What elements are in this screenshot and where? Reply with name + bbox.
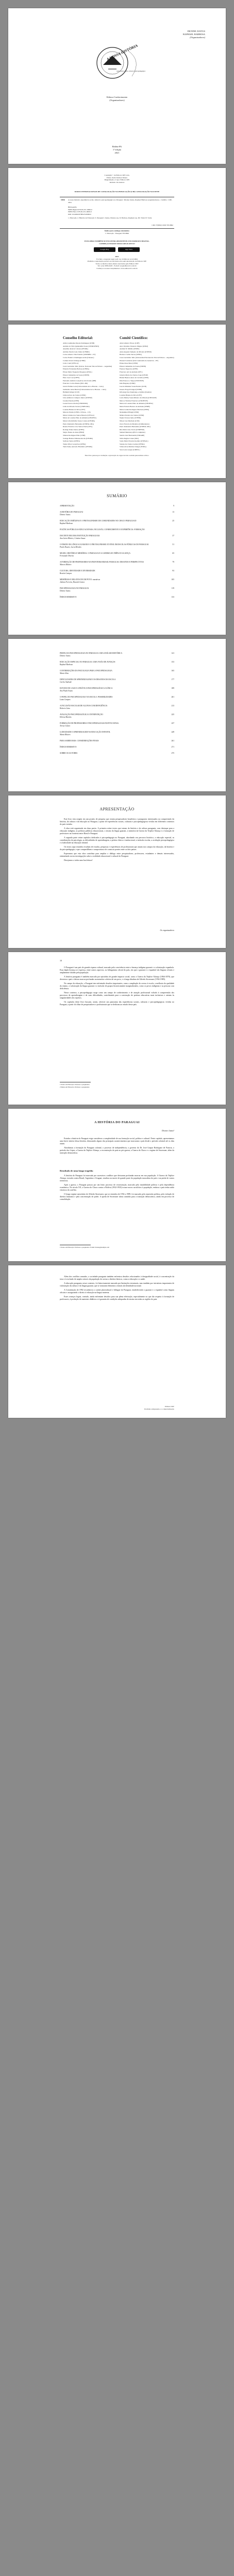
page-presentation <box>8 795 226 948</box>
summary-entry-page: 79 <box>172 561 174 563</box>
paragraph: Além dos conflitos armados, a sociedade paraguaia também enfrentou desafios relacionados à desigualdade social, à concentração da terra e à exclusão de amplos setores da população do acesso a direitos básicos, como a educação e a saúde. <box>60 1276 174 1280</box>
board-member: Diosnel Centurion (Univ Autónoma de Asunción – PY) <box>120 359 159 362</box>
scientific-committee-heading: Comitê Científico: <box>120 336 148 340</box>
footnote: 1 Doutor em Educação. Professor e pesquisador. E-mail: dionne@exemplo.com <box>60 1246 109 1248</box>
board-member: Silvia Regina Canan (URI) <box>120 437 139 439</box>
catalog-card <box>60 197 174 229</box>
catalog-isbn <box>68 206 172 215</box>
board-member: Elione Maria Nogueira Diogenes (UFAL) <box>63 370 92 373</box>
summary-entry-title: AVALIAÇÃO PSICOPEDAGÓGICA E INTERVENÇÃO <box>60 714 103 716</box>
book-logo <box>86 40 152 82</box>
board-member: Jailson Alves dos Santos (UFRJ) <box>63 394 86 396</box>
summary-entry-title: EDUCAÇÃO ESPECIAL NO PARAGUAI: UMA VISÃO DE AVANÇOS <box>60 661 115 663</box>
summary-entry-title: MEMÓRIAS E RELATOS DE UM POVO: narrativas <box>60 579 101 581</box>
board-member: Cesar Gerónimo Tello (Universidad Nacional de Três de Febrero – Argentina) <box>120 356 174 359</box>
summary-entry-page: 237 <box>171 722 174 724</box>
board-member: Eduardo Fernandes Barbosa (UFMG) <box>63 368 90 370</box>
summary-entry-author: Beatriz Campos <box>60 572 72 574</box>
summary-entry[interactable] <box>60 652 174 657</box>
summary-entry[interactable] <box>60 740 174 742</box>
footer-line: Proibida a impressão e a comercialização <box>144 1408 174 1410</box>
summary-entry-author: Dionne Justus <box>60 654 71 657</box>
author-names <box>133 30 205 39</box>
board-member: Gloria Fariñas León (Universidade de La Havana – Cuba) <box>63 385 104 387</box>
paragraph: O longo regime autoritário de Alfredo Stroessner, que se estendeu de 1954 a 1989, foi marcado pela repressão política, pela violação de direitos humanos e pela concentração de poder. A queda de Stroessner abriu caminho para a transição democrática, ainda em processo de consolidação. <box>60 1193 174 1200</box>
board-member: Jussara Fraga Portugal (UNEB) <box>120 388 142 391</box>
rights-line: Todos os direitos desta edição reservados pela Editora CRV <box>95 262 139 265</box>
summary-entry-title: CULTURA, IDENTIDADE E DIVERSIDADE <box>60 570 95 572</box>
summary-entry[interactable] <box>60 520 174 524</box>
paragraph: A história paraguaia é também marcada por episódios de grande impacto social, como a Guerra da Tríplice Aliança (1864-1870), que devastou o país e deixou marcas profundas na memória coletiva de seu povo, e a longa ditadura de Alfredo Stroessner (1954-1989). <box>60 976 174 980</box>
board-member: Andréia N. Militão (UEMS) <box>120 348 140 350</box>
presentation-signature: Os organizadores <box>160 929 174 931</box>
board-member: Marcelo Paixão (UFRJ e UTexas – US) <box>63 411 91 414</box>
summary-entry-author: Marta Ribeiro <box>60 733 71 736</box>
logo-graphic <box>86 40 152 82</box>
page-chapter-1-continued <box>8 1265 226 1418</box>
page-credits <box>8 168 226 320</box>
board-member: Élsio José Corá (UFFS) <box>63 377 80 379</box>
catalog-index <box>60 230 174 234</box>
board-member: Helder Buenos Aires de Carvalho (UFPI) <box>120 377 149 379</box>
summary-entry-title: ÍNDICE REMISSIVO <box>60 746 77 748</box>
summary-entry-title: ESTUDO DE CASO E A PRÁTICA PSICOPEDAGÓGICA CLÍNICA <box>60 687 113 689</box>
summary-entry-author: Carlos Andrade <box>60 681 72 683</box>
board-member: Barbara Coelho Neves (UFBA) <box>120 353 142 356</box>
summary-entry-page: 271 <box>171 746 174 748</box>
author-name: DIONNE JUSTUS <box>187 30 205 32</box>
board-member: Sydione Santos (UEPG) <box>63 440 80 443</box>
summary-entry-page: 165 <box>171 670 174 672</box>
summary-entry[interactable] <box>60 561 174 566</box>
digital-notice-line: CONHEÇA E BAIXE NOSSO APLICATIVO! <box>99 242 135 245</box>
publisher-block <box>86 96 148 102</box>
board-member: Najela Tavares Ujiie (UTFPR) <box>120 417 141 419</box>
summary-entry[interactable] <box>60 579 174 583</box>
credit-line: Revisão: Os Autores <box>109 181 125 183</box>
summary-entry[interactable] <box>60 544 174 548</box>
board-member: Cesar Gerónimo Tello (Univer. Nacional Três de Febrero – Argentina) <box>63 365 112 367</box>
summary-heading: SUMÁRIO <box>107 494 127 498</box>
board-member: Altair Alberto Fávero (UPF) <box>120 342 140 344</box>
board-member: Sérgio Nunes de Jesus (IFRO) <box>63 431 85 434</box>
page-summary-2 <box>8 639 226 791</box>
summary-entry[interactable] <box>60 535 174 539</box>
paragraph: O Paraguai é um país de grande riqueza cultural, marcado pela convivência entre a herança indígena guarani e a colonização espanhola. Essa dupla herança se expressa, entre outros aspectos, no bilinguismo oficial do país, em que o guarani e o espanhol são línguas oficiais e amplamente faladas pela população. <box>60 967 174 974</box>
footer-line: Editora CRV <box>164 1405 174 1408</box>
summary-entry-author: Ana Paula Souza <box>60 689 73 692</box>
summary-entry-author: Raphael Barbosa <box>60 663 73 666</box>
footnote: 2 Mestre em Educação. Professor e pesquisador. <box>60 1086 90 1088</box>
board-member: Suzana dos Santos Gomes (UFMG) <box>120 443 145 445</box>
board-member: Josania Portela (UFPI) <box>63 399 79 402</box>
summary-entry-title: APRESENTAÇÃO <box>60 505 75 507</box>
summary-entry[interactable] <box>60 687 174 692</box>
edition-block <box>86 145 148 155</box>
summary-entry-page: 261 <box>171 740 174 742</box>
summary-entry-page: 119 <box>171 587 174 589</box>
paragraph: A história do Paraguai foi marcada por sucessivos conflitos que deixaram profundas marcas em sua população. A Guerra da Tríplice Aliança, travada contra Brasil, Argentina e Uruguai, resultou na morte de grande parte da população masculina do país e na perda de vastos territórios. <box>60 1175 174 1182</box>
board-member: Maria Cristina dos Santos Bezerra (UFSCar) <box>63 414 94 416</box>
chapter-title: A HISTÓRIA DO PARAGUAI <box>94 1121 140 1124</box>
board-member: Fernando Antônio Gonçalves Alcoforado (IPB) <box>63 379 96 382</box>
board-member: Carlos Alberto Vilar Estêvão (UMINHO – PT) <box>63 353 96 356</box>
summary-entry[interactable] <box>60 570 174 574</box>
board-member: Maria de Lourdes Pinto de Almeida (UNOESC) <box>63 417 97 419</box>
board-member: Carlos Federico Domínguez Avila (Unieuro) <box>63 356 94 359</box>
board-member: Paulo Romualdo Hernandes (UNIFAL-MG) <box>120 426 151 428</box>
rights-line: Conheça os nossos lançamentos: www.editoracrv.com.br <box>96 267 138 269</box>
board-member: Ana Chrystina Venancio Mignot (UERJ) <box>120 345 148 347</box>
board-member: Inês Bragança (UERJ) <box>120 382 136 385</box>
board-member: Nilson José Machado (USP) <box>120 420 140 422</box>
summary-entry[interactable] <box>60 722 174 727</box>
board-member: Mohammed Elhajji (UFRJ) <box>120 411 139 414</box>
summary-entry-page: 275 <box>171 752 174 754</box>
board-member: Francisco Carlos Duarte (PUC-PR) <box>63 382 88 385</box>
summary-entry-author: Dionne Justus <box>60 589 71 592</box>
summary-entry-author: Luiza Campos <box>60 698 71 701</box>
edition-line: Belém-PA <box>112 145 122 148</box>
catalog-subjects: 1. Educação 2. História da Educação 3. Paraguai I. Justus, Dionne org. II. Barbosa, Raphael org. III. Título IV. Série <box>68 217 152 219</box>
summary-entry-author: Dionne Justus <box>60 513 71 516</box>
catalog-title: A nossa história: experiência social, cultural e psicopedagógica no Paraguai / Dionne Justus, Raphael Barbosa (organizadores) – Curitiba : CRV, 2021. <box>68 199 172 204</box>
summary-entry-page: 93 <box>172 570 174 572</box>
summary-entry-author: Juliana Ferreira, Ricardo Gomes <box>60 581 85 583</box>
board-member: Vera Lucia Gaspar (UDESC) <box>120 448 140 451</box>
board-member: Maria Lurdes Rodrigues Maclean (UFPA) <box>120 408 149 411</box>
board-member: João Adalberto Campato Junior (UNESP) <box>63 397 92 399</box>
rights-line: Foi feito o depósito legal conf. Lei 10.994 de 14/12/2004 <box>96 258 138 260</box>
summary-entry-title: A INCLUSÃO ESCOLAR DE ALUNOS COM DEFICIÊNCIA <box>60 705 108 707</box>
summary-entry[interactable] <box>60 552 174 557</box>
summary-entry[interactable] <box>60 705 174 709</box>
page-footer <box>102 1405 174 1410</box>
rights-line: Tel.: (41) 3039-6418 - E-mail: sac@editoracrv.com.br <box>97 265 137 267</box>
peer-review-note: Este livro passou por avaliação e aprovação às cegas de dois ou mais pareceristas ad hoc. <box>85 454 149 456</box>
summary-entry[interactable] <box>60 714 174 718</box>
summary-entry-author: Helena Martins <box>60 716 72 718</box>
summary-entry[interactable] <box>60 596 174 599</box>
paragraph: Estudar a história do Paraguai exige considerar a complexidade de sua formação social, política e cultural. Neste capítulo, apresentamos uma breve síntese dessa história, destacando alguns dos principais acontecimentos que marcaram o país desde o período colonial até os dias atuais. <box>60 1138 174 1145</box>
summary-entry-author: Roberto Lima <box>60 707 70 709</box>
summary-entry-page: 177 <box>171 679 174 681</box>
paragraph: Desejamos a todos uma boa leitura! <box>64 859 93 861</box>
board-member: Anselmo Alencar Colares (UFOPA) <box>63 348 88 350</box>
summary-entry-page: 25 <box>172 520 174 522</box>
summary-entry-page: 153 <box>171 661 174 663</box>
paragraph: A obra está organizada em duas partes. A primeira reúne textos que tratam da história e da cultura paraguaia, com destaque para a educação indígena, as políticas públicas educacionais, o ensino da língua guarani, a memória da Guerra da Tríplice Aliança e a formação de professores na fronteira entre Brasil e Paraguai. <box>60 827 174 835</box>
page-chapter-1 <box>8 1109 226 1261</box>
paragraph: Após a guerra, o Paraguai passou por um lento processo de reconstrução, marcado pela instabilidade política e pela dependência econômica. No século XX, a Guerra do Chaco contra a Bolívia (1932-1935) trouxe novos sacrifícios à população, embora o país tenha saído vitorioso do conflito. <box>60 1184 174 1191</box>
store-badges <box>94 247 140 252</box>
board-member: Eliane Rose Maio (UEM) <box>120 362 138 365</box>
summary-entry-title: PSICOPEDAGOGIA NO PARAGUAI <box>60 587 89 589</box>
catalog-isbn-line: ISBN Digital 978-65-251-0000-0 <box>68 208 92 211</box>
board-member: Antônio Pereira Gaio Júnior (UFRRJ) <box>63 350 90 353</box>
summary-entry[interactable] <box>60 696 174 701</box>
board-member: Fauston Negreiros (UFPI) <box>120 368 138 370</box>
author-role: (Organizadores) <box>190 36 205 39</box>
summary-entry[interactable] <box>60 746 174 749</box>
catalog-index-line: 1. Educação - Paraguai 370.9892 <box>105 232 129 234</box>
summary-entry-page: 9 <box>173 505 174 507</box>
board-member: Gláucia Maria dos Santos Jorge (UFOP) <box>120 374 148 376</box>
summary-entry-title: EDUCAÇÃO INDÍGENA E O PROTAGONISMO DE COMUNIDADES NO CHACO PARAGUAIO <box>60 520 137 522</box>
digital-notice-line: ESTA OBRA TAMBÉM SE ENCONTRA DISPONÍVEL EM FORMATO DIGITAL. <box>84 240 150 242</box>
board-member: Vânia Alves Martins Chaigar (FURG) <box>120 446 146 448</box>
page-number: 10 <box>60 959 62 962</box>
summary-entry-title: A HISTÓRIA DO PARAGUAI <box>60 511 83 513</box>
board-member: Maria de Lourdes Pinto de Almeida (UNOESC) <box>120 402 154 405</box>
chapter-author: Dionne Justus¹ <box>162 1129 174 1132</box>
paragraph: Este livro tem origem em um projeto de pesquisa que reuniu pesquisadores brasileiros e paraguaios interessados na compreensão da história, da cultura e da educação no Paraguai, a partir de experiências sociais, culturais e psicopedagógicas vividas em diferentes contextos do país vizinho. <box>60 818 174 825</box>
summary-entry-page: 133 <box>171 596 174 598</box>
board-member: Helmuth Krüger (UCP) <box>63 391 80 394</box>
summary-entry-title: PERFIL DA PSICOPEDAGOGIA NO PARAGUAI: UMA ANÁLISE HISTÓRICA <box>60 652 123 654</box>
summary-entry-author: Ana Lúcia Ribeiro, Cristina Souza <box>60 537 86 539</box>
board-member: Tania Suely Azevedo Brasileiro (UFOPA) <box>63 446 92 448</box>
summary-entry-page: 201 <box>171 696 174 698</box>
summary-entry[interactable] <box>60 679 174 683</box>
rights-line: Proibida a reprodução parcial ou total desta obra sem autorização da Editora CRV <box>87 260 147 263</box>
credit-line: Diagramação e Capa: Editora CRV <box>104 179 130 181</box>
board-member: Sandro Luiz Bazzanella (UNIARP) <box>120 434 145 436</box>
board-member: Lucia Marisy Souza Ribeiro de Oliveira (UNIVASF) <box>120 397 157 399</box>
board-member: Carmen Tereza Velanga (UNIR) <box>63 359 86 362</box>
catalog-id: N898 <box>61 199 65 201</box>
board-member: Francisco Ari de Andrade (UFC) <box>120 370 143 373</box>
summary-entry-title: A FORMAÇÃO DE PROFESSORES NA FRONTEIRA BRASIL-PARAGUAI: DESAFIOS E PERSPECTIVAS <box>60 561 144 563</box>
board-member: Mônica Pereira dos Santos (UFRJ) <box>120 414 144 416</box>
app-store-badge[interactable]: App Store <box>118 247 140 252</box>
paragraph: Esperamos que esta obra contribua para ampliar o diálogo entre pesquisadores, professores, estudantes e demais interessados, estimulando novas investigações sobre a realidade educacional e cultural do Paraguai. <box>60 853 174 857</box>
board-member: Celso Conti (UFSCar) <box>63 362 79 365</box>
board-member: Maria Eurácia Barreto de Andrade (UFRB) <box>120 405 150 408</box>
catalog-index-heading: Índice para catálogo sistemático <box>105 230 129 232</box>
board-member: Rita Maria Lino Tarcia (UNIFESP) <box>120 428 144 431</box>
summary-entry-author: Fernanda Oliveira <box>60 554 74 557</box>
summary-entry-page: 37 <box>172 535 174 537</box>
board-member: Paulo Romualdo Hernandes (UNIFAL-MG) <box>63 422 94 425</box>
catalog-isbn-line: ISBN Físico 978-65-251-0000-0 <box>68 211 92 213</box>
editorial-board-heading: Conselho Editorial: <box>63 336 93 340</box>
editorial-board-list <box>63 342 116 449</box>
rights-year: 2021 <box>115 256 119 258</box>
summary-entry-page: 141 <box>171 652 174 654</box>
summary-entry-author: Marcos Ribeiro <box>60 563 72 566</box>
paragraph: Esses avanços legais, contudo, ainda enfrentam desafios para sua plena efetivação, especialmente no que diz respeito à formação de professores, à produção de materiais didáticos e à garantia de condições adequadas de ensino em todas as regiões do país. <box>60 1296 174 1300</box>
summary-entry-title: DIFICULDADES DE APRENDIZAGEM E OS DESAFIOS DA ESCOLA <box>60 679 116 681</box>
summary-entry-page: 213 <box>171 705 174 707</box>
summary-entry-author: Raphael Barbosa <box>60 522 73 524</box>
summary-entry-title: POLÍTICAS PÚBLICAS EDUCACIONAIS, INCLUSÃO, CONHECIMENTO E EXPERIÊNCIA: FORMAÇÃO <box>60 529 145 531</box>
summary-entry[interactable] <box>60 529 174 531</box>
summary-entry-page: 189 <box>171 687 174 689</box>
summary-entry[interactable] <box>60 731 174 736</box>
paragraph: Abordamos a formação do Paraguai colonial, o processo de independência, o governo do Dr. José Gaspar Rodríguez de Francia, o período dos López, a Guerra da Tríplice Aliança, a reconstrução do país no pós-guerra, a Guerra do Chaco e o regime de Stroessner, além da transição democrática. <box>60 1147 174 1154</box>
publisher-line: Editora Conhecimento <box>106 96 128 98</box>
board-member: Lourdes Helena da Silva (UFV) <box>120 394 142 396</box>
summary-entry-title: SOBRE OS AUTORES <box>60 752 78 754</box>
summary-entry[interactable] <box>60 670 174 674</box>
summary-entry-title: FORMAÇÃO DE PROFESSORES E PSICOPEDAGOGIA INSTITUCIONAL <box>60 722 119 724</box>
footnote: 1 Doutor em Educação. Professor e pesquisador. <box>60 1083 90 1086</box>
credit-line: Editor-chefe: Railson Moura <box>106 176 128 179</box>
summary-entry-page: 105 <box>171 579 174 581</box>
author-name: RAPHAEL BARBOSA <box>183 33 205 36</box>
board-member: Rodrigo Pratte-Santos (UFES) <box>63 428 85 431</box>
catalog-isbn-line: Bibliografia <box>68 206 77 208</box>
board-member: Lídia de Oliveira Xavier (UNIEURO) <box>63 405 90 408</box>
summary-entry-author: Maria Silva <box>60 672 69 674</box>
summary-entry-title: PARA SABER MAIS: CONSIDERAÇÕES FINAIS <box>60 740 99 742</box>
edition-line: 1ª edição <box>112 148 122 151</box>
page-summary-1 <box>8 482 226 635</box>
paragraph: A Constituição de 1992 reconheceu o caráter pluricultural e bilíngue do Paraguai, estabelecendo o guarani e o espanhol como línguas oficiais e assegurando o direito à educação na língua materna. <box>60 1289 174 1294</box>
board-member: Marcos Vinicius Francisco (UNOESTE) <box>120 399 148 402</box>
paragraph: Nesse contexto, a psicopedagogia surge como um campo de conhecimento e de atuação profissional voltado à compreensão dos processos de aprendizagem e de suas dificuldades, contribuindo para a construção de práticas educativas mais inclusivas e atentas às singularidades dos sujeitos. <box>60 992 174 999</box>
summary-entry-title: MUSEU, HISTÓRIA E MEMÓRIA: O PARAGUAI E A GUERRA DA TRÍPLICE ALIANÇA <box>60 552 130 554</box>
page-editorial-board <box>8 325 226 478</box>
board-member: Maria Lília Imbiriba Sousa Colares (UFOPA) <box>63 420 95 422</box>
summary-entry-page: 225 <box>171 714 174 716</box>
digital-notice <box>60 240 174 245</box>
paragraph: A segunda parte reúne capítulos dedicados à psicopedagogia no Paraguai, abordando seu percurso histórico, a educação especial, as contribuições da psicologia, as dificuldades de aprendizagem, a prática clínica e institucional, a inclusão escolar, a avaliação psicopedagógica e a ludicidade na educação infantil. <box>60 837 174 844</box>
board-member: Elizeu Clementino de Souza (UNEB) <box>63 374 89 376</box>
board-member: Ilma Passos A. Veiga (UNICEUB) <box>120 379 144 382</box>
credit-lines <box>65 174 169 183</box>
summary-entry-title: LUDICIDADE E APRENDIZAGEM NA EDUCAÇÃO INFANTIL <box>60 731 111 733</box>
paragraph: A educação paraguaia, nesse contexto, foi historicamente marcada por limitações estruturais, mas também por iniciativas importantes de valorização da cultura e da língua guarani, que se tornaram elementos centrais da identidade nacional. <box>60 1282 174 1287</box>
summary-entry[interactable] <box>60 752 174 755</box>
summary-entry[interactable] <box>60 511 174 516</box>
summary-entry-author: Teresa Gomes <box>60 724 71 727</box>
board-member: Andréia da Silva Quintanilha Sousa (UNIR/UFRN) <box>63 345 99 347</box>
section-heading: Resultado de uma longa tragédia <box>60 1170 93 1172</box>
summary-entry-title: DOCENTE EM UMA INSTITUIÇÃO PARAGUAIA <box>60 535 100 537</box>
credit-line: Copyright © da Editora CRV Ltda. <box>104 174 130 176</box>
catalog-isbn-line: DOI 10.24824/978652510000.0 <box>68 213 91 215</box>
summary-entry[interactable] <box>60 505 174 507</box>
board-member: Solange Helena Ximenes-Rocha (UFOPA) <box>63 437 93 439</box>
page-title-page <box>8 8 226 164</box>
paragraph: No campo da educação, o Paraguai tem enfrentado desafios importantes, como a ampliação do acesso à escola, a melhoria da qualidade do ensino, a valorização da língua guarani e a inclusão de grupos historicamente marginalizados, como os povos indígenas e as pessoas com deficiência. <box>60 982 174 990</box>
paragraph: Os textos aqui reunidos resultam de estudos, pesquisas e experiências de profissionais que atuam nos campos da educação, da história e da psicopedagogia, e que compartilham o compromisso de construir pontes entre os dois países. <box>60 846 174 851</box>
presentation-heading: APRESENTAÇÃO <box>99 807 135 811</box>
logo-ring-text: experiência social, cultural e psicopedagógica <box>116 70 146 72</box>
page-presentation-continued <box>8 952 226 1105</box>
summary-entry-author: Paulo Duarte, Lucia Mendes <box>60 546 81 548</box>
summary-entry-page: 13 <box>172 511 174 513</box>
summary-entry-page: 65 <box>172 552 174 554</box>
scientific-committee-list <box>120 342 176 452</box>
board-member: Anna Augusta Sampaio de Oliveira (UNESP) <box>120 350 152 353</box>
board-member: Oscar Ferreira de Medeiros (UniRedentor) <box>120 422 149 425</box>
board-member: José de Ribamar Sousa Pereira (UCB) <box>120 385 146 387</box>
logo-title: A NOSSA HISTÓRIA <box>106 43 139 62</box>
summary-entry-title: ÍNDICE REMISSIVO <box>60 596 77 598</box>
board-member: Lourdes Helena da Silva (UFV) <box>63 408 86 411</box>
catalog-heading: DADOS INTERNACIONAIS DE CATALOGAÇÃO NA PUBLICAÇÃO (CIP) CATALOGAÇÃO NA FONTE <box>74 191 160 193</box>
board-member: Simone Rodrigues Pinto (UNB) <box>63 434 86 436</box>
summary-entry-page: 51 <box>172 544 174 546</box>
board-member: Renato Francisco dos Santos Paula (UFG) <box>63 426 93 428</box>
summary-entry-page: 249 <box>171 731 174 733</box>
paragraph: Os capítulos deste livro buscam, assim, oferecer um panorama das experiências sociais, culturais e psicopedagógicas vividas no Paraguai, a partir do olhar de pesquisadores e profissionais que se dedicam ao estudo desse país. <box>60 1001 174 1006</box>
summary-entry-title: CONTRIBUIÇÕES DA PSICOLOGIA PARA A PSICOPEDAGOGIA <box>60 670 112 672</box>
summary-entry-title: O ENSINO DA LÍNGUA GUARANI E O PROTAGONISMO JUVENIL EM ESCOLAS PÚBLICAS DO PARAGUAI <box>60 544 149 546</box>
summary-entry-title: O PAPEL DO PSICOPEDAGOGO NA ESCOLA: POSSIBILIDADES <box>60 696 113 698</box>
board-member: Kilwangy Kya Kapitango-a-Samba (Unemat) <box>120 391 152 394</box>
edition-line: 2021 <box>114 151 120 154</box>
board-member: Samuel Mendonça (PUC-Campinas) <box>120 431 145 434</box>
publisher-line: (Organizadores) <box>109 99 125 101</box>
board-member: Elizeu Clementino de Souza (UNEB) <box>120 365 146 367</box>
summary-entry[interactable] <box>60 661 174 666</box>
board-member: Guillermo Arias Beatón (Universidade de La Havana – Cuba) <box>63 388 106 391</box>
board-member: Tadeu Oliver Gonçalves (UFPA) <box>63 443 86 445</box>
board-member: Aldira Guimarães Duarte Domínguez (UNB) <box>63 342 95 344</box>
rights-block <box>60 256 174 270</box>
google-play-badge[interactable]: Google Play <box>94 247 115 252</box>
board-member: Sonia Maria Ferreira Koehler (UNISAL) <box>120 440 148 443</box>
catalog-footer: CDU 37(892) CDD 370.9892 <box>152 224 173 226</box>
summary-entry[interactable] <box>60 587 174 592</box>
board-member: Leonel Severo Rocha (UNISINOS) <box>63 402 88 405</box>
